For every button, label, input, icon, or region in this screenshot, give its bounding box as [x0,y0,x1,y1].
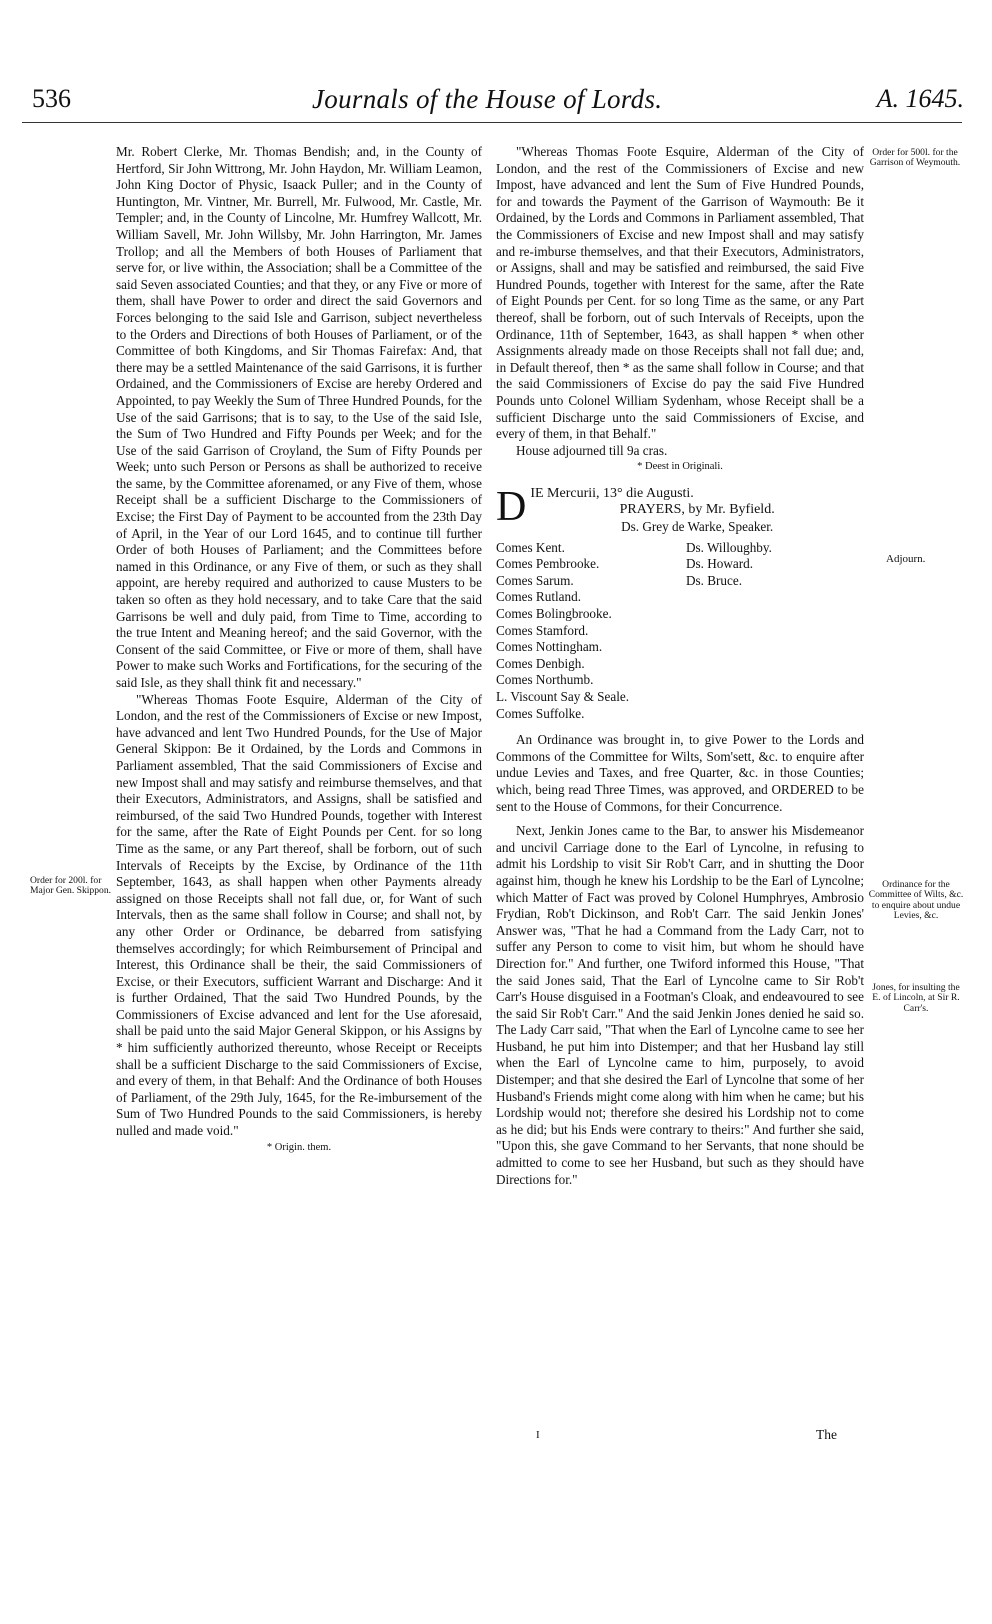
attendee: Comes Rutland. [496,589,581,605]
attendance-col-2 [686,540,846,723]
margin-note-adjourn: Adjourn. [886,553,926,565]
header-rule [22,122,962,123]
drop-cap: D [496,483,527,530]
margin-note-skippon: Order for 200l. for Major Gen. Skippon. [30,875,112,897]
para-levies: An Ordinance was brought in, to give Power to the Lords and Commons of the Committee for Wilts, Som'sett, &c. to enquire after undue Levies and Taxes, and free Quarter, &c. in those Counties; which, being read Three Times, was approved, and ORDERED to be sent to the House of Commons, for their Concurrence. [496,732,864,814]
attendee: Comes Denbigh. [496,655,585,671]
para-jones: Next, Jenkin Jones came to the Bar, to answer his Misdemeanor and uncivil Carriage done to the Earl of Lyncolne, in refusing to admit his Lordship to visit Sir Rob't Carr, and in shutting the Door against him, though he knew his Lordship to be the Earl of Lyncolne; which Matter of Fact was proved by Colonel Humphryes, Ambrosio Frydian, Rob't Dickinson, and Rob't Carr. The said Jenkin Jones' Answer was, "That he had a Command from the Lady Carr, not to suffer any Person to come to visit him, but whom he should have Direction for." And further, one Twiford informed this House, "That the said Jones said, That the Earl of Lyncolne came to Sir Rob't Carr's House disguised in a Footman's Cloak, and endeavoured to see the said Sir Rob't Carr." And the said Jenkin Jones denied he said so. The Lady Carr said, "That when the Earl of Lyncolne came to see her Husband, he put him into Distemper; and that her Husband lay still when the Earl of Lyncolne came to him, purposely, to avoid Distemper; and that she desired the Earl of Lyncolne that some of her Husband's Friends might come along with him when he came; but his Lordship would not; therefore she desired his Lordship not to come as he did; but his Ends were contrary to theirs:" And further she said, "Upon this, she gave Command to her Servants, that none should be admitted to come to see her Husband, but such as they should have Directions for." [496,823,864,1187]
speaker-line: Ds. Grey de Warke, Speaker. [621,519,774,535]
attendee: Ds. Willoughby. [686,539,772,555]
adjourned-line: House adjourned till 9a cras. [516,442,668,458]
date-line: IE Mercurii, 13° die Augusti. [530,485,694,501]
adjourned-note: * Deest in Originali. [637,461,723,473]
attendee: Ds. Bruce. [686,572,743,588]
attendee: Comes Suffolke. [496,705,585,721]
catchword: The [816,1427,837,1442]
prayers-line: PRAYERS, by Mr. Byfield. [619,502,775,518]
running-title: Journals of the House of Lords. [312,84,663,114]
attendee: Comes Sarum. [496,572,574,588]
right-para-waymouth: "Whereas Thomas Foote Esquire, Alderman of the City of London, and the rest of the Commissioners of Excise and new Impost, have advanced and lent the Sum of Five Hundred Pounds, for and towards the Payment of the Garrison of Waymouth: Be it Ordained, by the Lords and Commons in Parliament assembled, That the Commissioners of Excise and new Impost shall and may satisfy and re-imburse themselves, and that their Executors, Administrators, or Assigns, shall and may be satisfied and reimbursed, the said Five Hundred Pounds, together with Interest for the same, after the Rate of Eight Pounds per Cent. for so long Time as the same, or any Part thereof, shall be forborn, out of such Intervals of Receipts, upon the Ordinance, 11th of September, 1643, as shall happen * when other Assignments already made on those Receipts shall not fall due; and, in Default thereof, then * as the same shall follow in Course; and that the said Commissioners of Excise do pay the said Five Hundred Pounds unto Colonel William Sydenham, whose Receipt shall be a sufficient Discharge unto the said Commissioners of Excise, and every of them, in that Behalf." [496,144,864,442]
left-footnote: * Origin. them. [266,1141,332,1153]
margin-note-jones: Jones, for insulting the E. of Lincoln, at Sir R. Carr's. [872,982,960,1014]
left-para-skippon: "Whereas Thomas Foote Esquire, Alderman of the City of London, and the rest of the Commissioners of Excise or new Impost, have advanced and lent Two Hundred Pounds, for the Use of Major General Skippon: Be it Ordained, by the Lords and Commons in Parliament assembled, That the said Commissioners of Excise and new Impost shall and may satisfy and reimburse themselves, and that their Executors, Administrators, and Assigns, shall be satisfied and reimbursed, of the said Two Hundred Pounds, together with Interest for the same, after the Rate of Eight Pounds per Cent. for so long Time as the same, or any Part thereof, shall be forborn, out of such Intervals of Receipts by the Excise, by Ordinance of the 11th September, 1643, as shall happen when other Payments already assigned on those Receipts shall not fall due, or, for Want of such Intervals, then as the same shall follow in Course; and shall not, by any other Order or Ordinance, be debarred from satisfying themselves accordingly; for which Reimbursement of Principal and Interest, this Ordinance shall be their, the said Commissioners of Excise, or their Executors, sufficient Warrant and Discharge: And it is further Ordained, That the said Two Hundred Pounds, by the Commissioners of Excise advanced and lent for the Use aforesaid, shall be paid unto the said Major General Skippon, or his Assigns by * him sufficiently authorized thereunto, whose Receipt or Receipts shall be a sufficient Discharge to the said Commissioners of Excise, and every of them, in that Behalf: And the Ordinance of both Houses of Parliament, of the 29th July, 1645, for the Re-imbursement of the Sum of Two Hundred Pounds to the said Commissioners, is hereby nulled and made void." [116,691,482,1139]
attendee: Comes Pembrooke. [496,556,600,572]
attendee: Comes Nottingham. [496,639,603,655]
year: A. 1645. [876,84,964,113]
attendance-col-1 [496,540,686,723]
left-para-committee: Mr. Robert Clerke, Mr. Thomas Bendish; and, in the County of Hertford, Sir John Wittrong, Mr. John Haydon, Mr. William Leamon, John King Doctor of Physic, Isaack Puller; and in the County of Huntington, Mr. Vintner, Mr. Burrell, Mr. Fulwood, Mr. Castle, Mr. Templer; and, in the County of Lincolne, Mr. Humfrey Wallcott, Mr. William Savell, Mr. John Willsby, Mr. John Harrington, Mr. James Trollop; and all the Members of both Houses of Parliament that serve for, or live within, the Association; shall be a Committee of the said Seven associated Counties; and that they, or any Five or more of them, shall have Power to order and direct the said Governors and Forces belonging to the said Isle and Garrison, subject nevertheless to the Orders and Directions of both Houses of Parliament, or of the Committee of both Kingdoms, and Sir Thomas Fairefax: And, that there may be a settled Maintenance of the said Garrisons, it is further Ordained, and the Commissioners of Excise are hereby Ordered and Appointed, to pay Weekly the Sum of Three Hundred Pounds, for the Use of the said Garrisons; that is to say, to the Use of the said Isle, the Sum of Two Hundred and Fifty Pounds per Week; and for the Use of the said Garrison of Croyland, the Sum of Fifty Pounds per Week; unto such Person or Persons as shall be authorized to receive the same, by the Committee aforenamed, or any Five of them, whose Receipt shall be a sufficient Discharge to the Commissioners of Excise; the First Day of Payment to be accounted from the 23th Day of April, in the Year of our Lord 1645, and to continue till further Order of both Houses of Parliament; and the Committees before named in this Ordinance, or any Five of them, or such as they shall appoint, are hereby required and authorized to cause Musters to be taken so often as they hold necessary, and to take Care that the said Garrisons be well and duly paid, from Time to Time, according to the true Intent and Meaning hereof; and the said Governor, with the Consent of the said Committee, or Five or more of them, shall have Power to make such Works and Fortifications, for the securing of the said Isle, as they shall think fit and necessary." [116,144,482,690]
right-column [496,144,864,1188]
attendee: Comes Bolingbrooke. [496,606,612,622]
attendee: Comes Kent. [496,539,565,555]
page-number: 536 [32,84,71,113]
left-column [116,144,482,1156]
attendance-list [496,540,864,723]
margin-note-levies: Ordinance for the Committee of Wilts, &c. to enquire about undue Levies, &c. [868,879,964,922]
attendee: L. Viscount Say & Seale. [496,689,630,704]
signature-mark: I [536,1429,540,1441]
margin-note-waymouth: Order for 500l. for the Garrison of Weymouth. [869,147,961,169]
attendee: Comes Stamford. [496,622,589,638]
attendee: Ds. Howard. [686,556,754,572]
attendee: Comes Northumb. [496,672,594,688]
